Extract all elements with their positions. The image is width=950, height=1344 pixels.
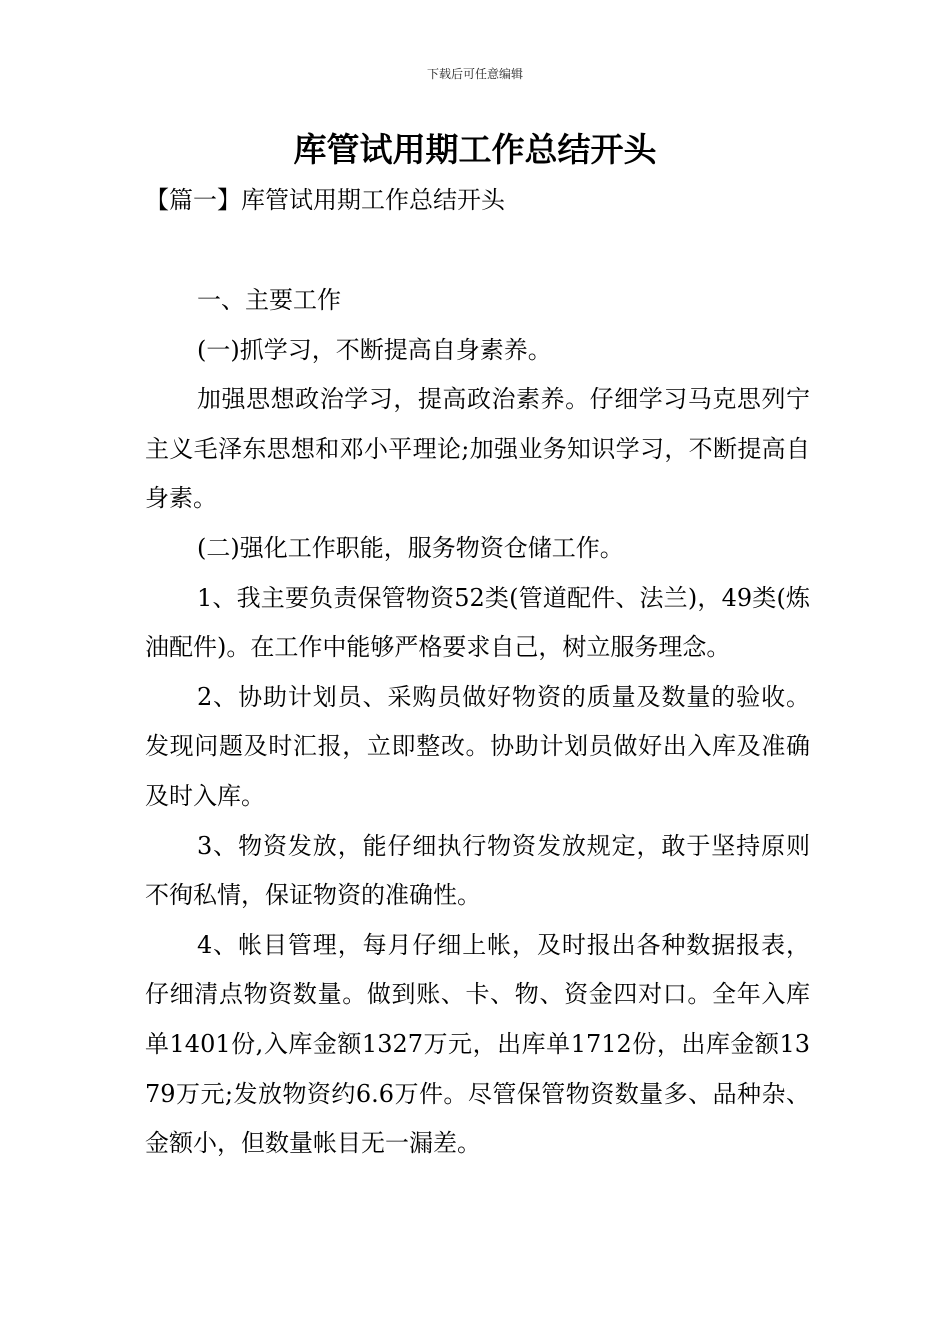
paragraph-item-4: 4、帐目管理，每月仔细上帐，及时报出各种数据报表，仔细清点物资数量。做到账、卡、物、资金四对口。全年入库单1401份,入库金额1327万元，出库单1712份，出库金额1379万元;发放物资约6.6万件。尽管保管物资数量多、品种杂、金额小，但数量帐目无一漏差。 xyxy=(145,930,810,1158)
document-body xyxy=(145,276,810,1169)
subheading-study: (一)抓学习，不断提高自身素养。 xyxy=(197,335,552,364)
document-title: 库管试用期工作总结开头 xyxy=(293,130,657,169)
paragraph-item-3: 3、物资发放，能仔细执行物资发放规定，敢于坚持原则不徇私情，保证物资的准确性。 xyxy=(145,831,810,910)
paragraph-item-2: 2、协助计划员、采购员做好物资的质量及数量的验收。发现问题及时汇报，立即整改。协助计划员做好出入库及准确及时入库。 xyxy=(145,682,810,810)
subheading-main-work: 一、主要工作 xyxy=(197,286,341,314)
subheading-work-functions: (二)强化工作职能，服务物资仓储工作。 xyxy=(197,533,624,562)
header-note: 下载后可任意编辑 xyxy=(426,67,523,81)
section-heading: 【篇一】库管试用期工作总结开头 xyxy=(145,186,505,214)
paragraph-study: 加强思想政治学习，提高政治素养。仔细学习马克思列宁主义毛泽东思想和邓小平理论;加强业务知识学习，不断提高自身素。 xyxy=(145,385,810,513)
paragraph-item-1: 1、我主要负责保管物资52类(管道配件、法兰)，49类(炼油配件)。在工作中能够严格要求自己，树立服务理念。 xyxy=(145,583,810,662)
